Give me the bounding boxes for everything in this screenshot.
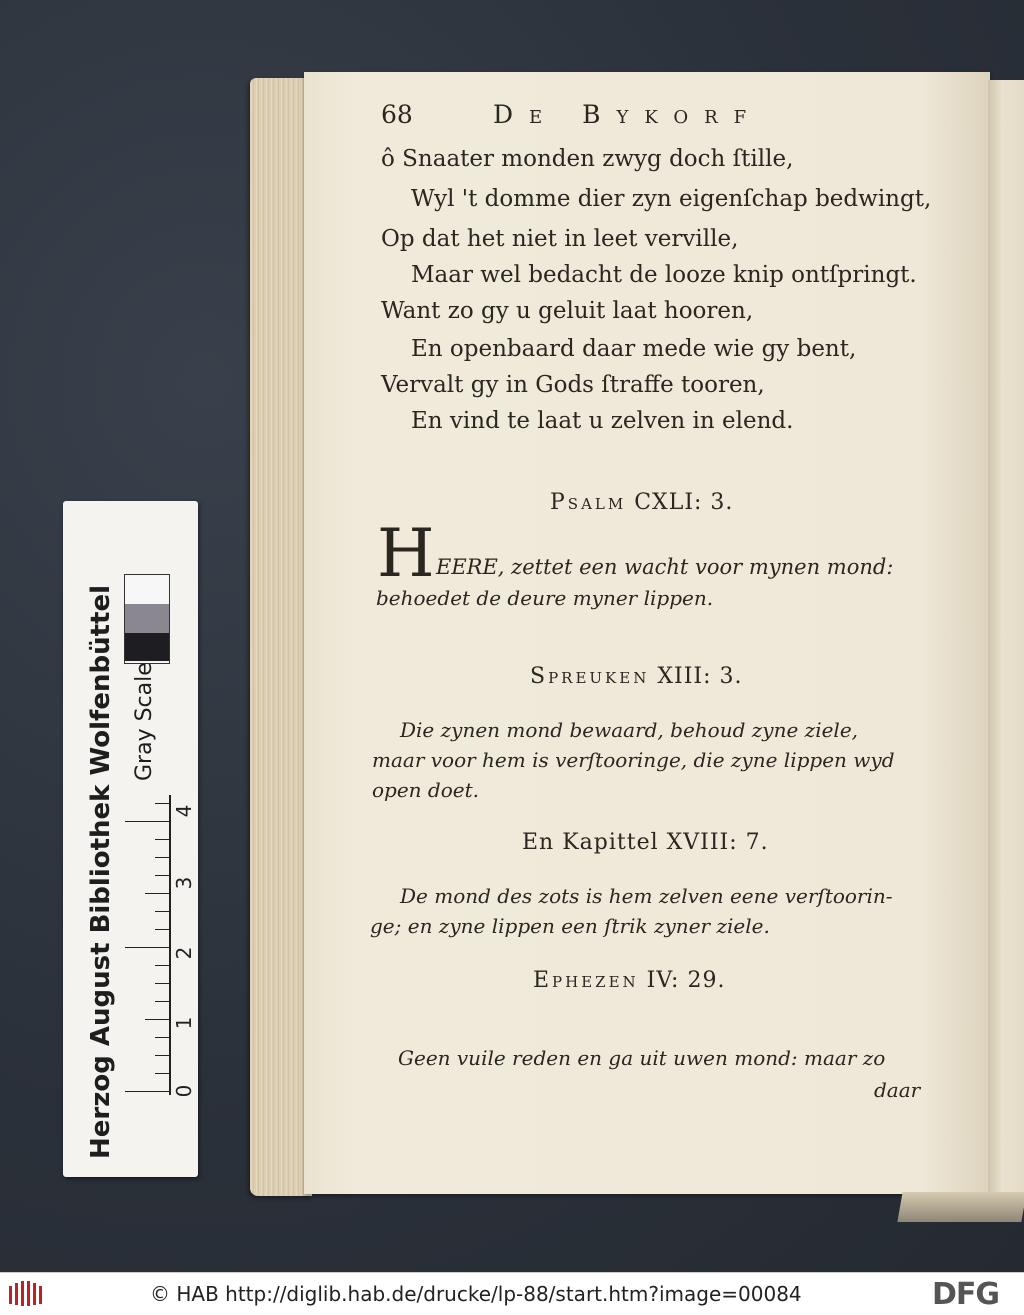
- ruler-label: 4: [172, 804, 196, 818]
- drop-cap: H: [377, 515, 435, 592]
- hab-logo-icon: [8, 1280, 42, 1308]
- verse-line: Wyl 't domme dier zyn eigenſchap bedwingt,: [411, 186, 932, 212]
- quote-line: maar voor hem is verſtooringe, die zyne lippen wyd: [372, 748, 895, 772]
- ruler: [121, 795, 171, 1095]
- quote-line: open doet.: [372, 778, 479, 802]
- verse-line: Op dat het niet in leet verville,: [381, 226, 739, 252]
- ruler-label: 3: [172, 876, 196, 890]
- facing-page-edge: [988, 80, 1024, 1195]
- verse-line: En vind te laat u zelven in elend.: [411, 408, 794, 434]
- ruler-label: 0: [172, 1084, 196, 1098]
- quote-line: Geen vuile reden en ga uit uwen mond: maar zo: [398, 1046, 886, 1070]
- ruler-label: 2: [172, 946, 196, 960]
- swatch-mid: [125, 604, 169, 633]
- verse-line: Vervalt gy in Gods ſtraffe tooren,: [381, 372, 765, 398]
- verse-line: Want zo gy u geluit laat hooren,: [381, 298, 754, 324]
- section-heading: Ephezen IV: 29.: [533, 968, 726, 993]
- verse-line: ô Snaater monden zwyg doch ſtille,: [381, 146, 794, 172]
- gray-scale-label: Gray Scale: [132, 662, 157, 781]
- swatch-light: [125, 575, 169, 604]
- catchword: daar: [874, 1078, 921, 1102]
- page-edges: [250, 78, 312, 1196]
- quote-line: behoedet de deure myner lippen.: [376, 586, 714, 610]
- book-cover-edge: [897, 1192, 1024, 1222]
- dfg-logo: DFG: [932, 1277, 1000, 1312]
- verse-line: En openbaard daar mede wie gy bent,: [411, 336, 857, 362]
- quote-line: Die zynen mond bewaard, behoud zyne ziele,: [400, 718, 859, 742]
- section-heading: Psalm CXLI: 3.: [550, 490, 734, 515]
- ruler-label: 1: [172, 1016, 196, 1030]
- section-heading: Spreuken XIII: 3.: [530, 664, 743, 689]
- section-heading: En Kapittel XVIII: 7.: [522, 830, 769, 855]
- gray-scale-card: [63, 501, 198, 1177]
- quote-line: ge; en zyne lippen een ſtrik zyner ziele.: [370, 914, 770, 938]
- page-number: 68: [381, 100, 413, 129]
- gray-swatches: [124, 574, 170, 664]
- swatch-dark: [125, 633, 169, 661]
- quote-line: De mond des zots is hem zelven eene verſtoorin-: [400, 884, 893, 908]
- quote-line: EERE, zettet een wacht voor mynen mond:: [436, 555, 894, 579]
- library-name: Herzog August Bibliothek Wolfenbüttel: [86, 584, 116, 1159]
- running-title: De Bykorf: [493, 100, 763, 129]
- verse-line: Maar wel bedacht de looze knip ontſpringt.: [411, 262, 917, 288]
- footer-bar: [0, 1272, 1024, 1315]
- footer-url[interactable]: © HAB http://diglib.hab.de/drucke/lp-88/start.htm?image=00084: [150, 1282, 802, 1306]
